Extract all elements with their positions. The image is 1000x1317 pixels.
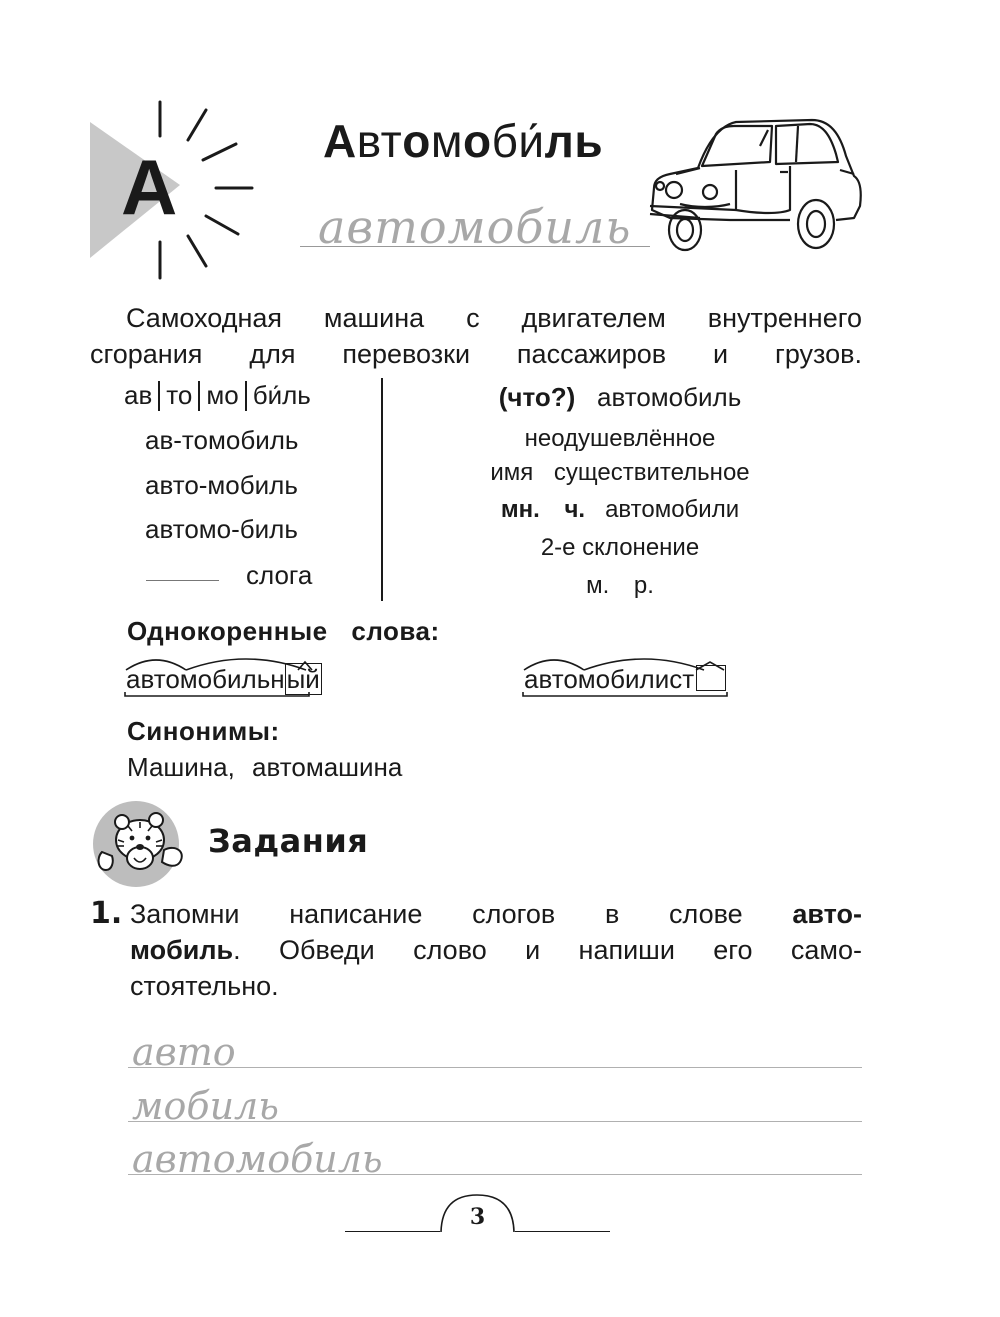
grammar-gender: м. р.: [586, 572, 654, 599]
syllable-count-label: слога: [246, 560, 313, 590]
letter-sunburst: [88, 100, 268, 280]
cognate2-ending-box: [696, 665, 726, 691]
synonyms-text: Машина, автомашина: [127, 752, 403, 782]
cognate-word-1: автомобильный: [126, 664, 320, 694]
grammar-declension: 2-е склонение: [540, 534, 700, 561]
grammar-question-line: (что?) автомобиль: [498, 382, 742, 412]
hyphenation-3: автомо-биль: [145, 514, 298, 544]
task-text: Запомни написание слогов в слове авто- мобиль. Обведи слово и напиши его само- стоятельно.: [130, 899, 862, 1001]
cognate-word-2: автомобилист: [524, 664, 726, 695]
grammar-part-of-speech: имя существительное: [490, 459, 750, 486]
cognate1-stem-mark: [122, 692, 322, 698]
trace-word-1: авто: [132, 1030, 236, 1074]
hyphenation-2: авто-мобиль: [145, 470, 298, 500]
syllable-count-blank[interactable]: [146, 580, 219, 581]
grammar-animacy: неодушевлённое: [524, 425, 716, 452]
grammar-plural: мн. ч. автомобили: [500, 496, 740, 523]
page-number: 3: [469, 1204, 486, 1230]
trace-word-2: мобиль: [132, 1084, 279, 1128]
cognates-heading: Однокоренные слова:: [127, 616, 440, 646]
task-number: 1.: [90, 896, 123, 931]
car-icon: [640, 110, 870, 260]
trace-word-3: автомобиль: [132, 1137, 383, 1181]
header-letter: А: [121, 143, 178, 231]
title-script-baseline: [300, 246, 650, 247]
footer-rule-right: [515, 1231, 610, 1232]
tasks-heading: Задания: [208, 822, 369, 860]
writing-line-3[interactable]: [128, 1174, 862, 1175]
tiger-icon: [92, 800, 192, 890]
footer-rule-left: [345, 1231, 440, 1232]
cognate2-stem-mark: [520, 692, 740, 698]
hyphenation-1: ав-томобиль: [145, 425, 299, 455]
synonyms-heading: Синонимы:: [127, 716, 280, 746]
title-script: автомобиль: [318, 200, 632, 254]
word-title: Автомоби́ль: [323, 115, 604, 167]
writing-line-2[interactable]: [128, 1121, 862, 1122]
syllable-division: ав то мо би́ль: [124, 380, 311, 410]
writing-line-1[interactable]: [128, 1067, 862, 1068]
definition-text: Самоходная машина с двигателем внутреннего сгорания для перевозки пассажиров и грузов.: [90, 303, 862, 369]
